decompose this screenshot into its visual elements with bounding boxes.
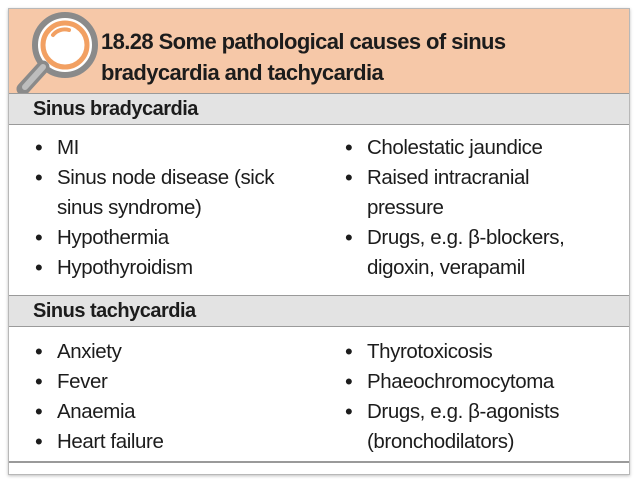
list-item: • Cholestatic jaundice [339,133,619,163]
list-item: • Sinus node disease (sick sinus syndrome) [29,163,329,223]
table-frame [8,8,630,475]
list-item: • Anxiety [29,337,329,367]
section-heading-text: Sinus tachycardia [33,300,196,322]
list-item: • Drugs, e.g. β-blockers, digoxin, verapamil [339,223,619,283]
bradycardia-left-list [29,133,329,283]
list-item: • Raised intracranial pressure [339,163,619,223]
section-heading-tachycardia [9,295,629,327]
list-item: • Phaeochromocytoma [339,367,619,397]
list-item: • Thyrotoxicosis [339,337,619,367]
section-heading-bradycardia [9,93,629,125]
tachycardia-right-list [339,337,619,457]
list-item: • Fever [29,367,329,397]
table-title [101,26,506,88]
table-bottom-rule [9,461,629,463]
bradycardia-right-list [339,133,619,283]
list-item: • Drugs, e.g. β-agonists (bronchodilators) [339,397,619,457]
magnifier-icon [13,11,108,106]
list-item: • MI [29,133,329,163]
section-heading-text: Sinus bradycardia [33,98,198,120]
list-item: • Heart failure [29,427,329,457]
list-item: • Hypothyroidism [29,253,329,283]
list-item: • Anaemia [29,397,329,427]
list-item: • Hypothermia [29,223,329,253]
table-title-line2: bradycardia and tachycardia [101,60,384,85]
tachycardia-left-list [29,337,329,457]
table-title-line1: 18.28 Some pathological causes of sinus [101,29,506,54]
